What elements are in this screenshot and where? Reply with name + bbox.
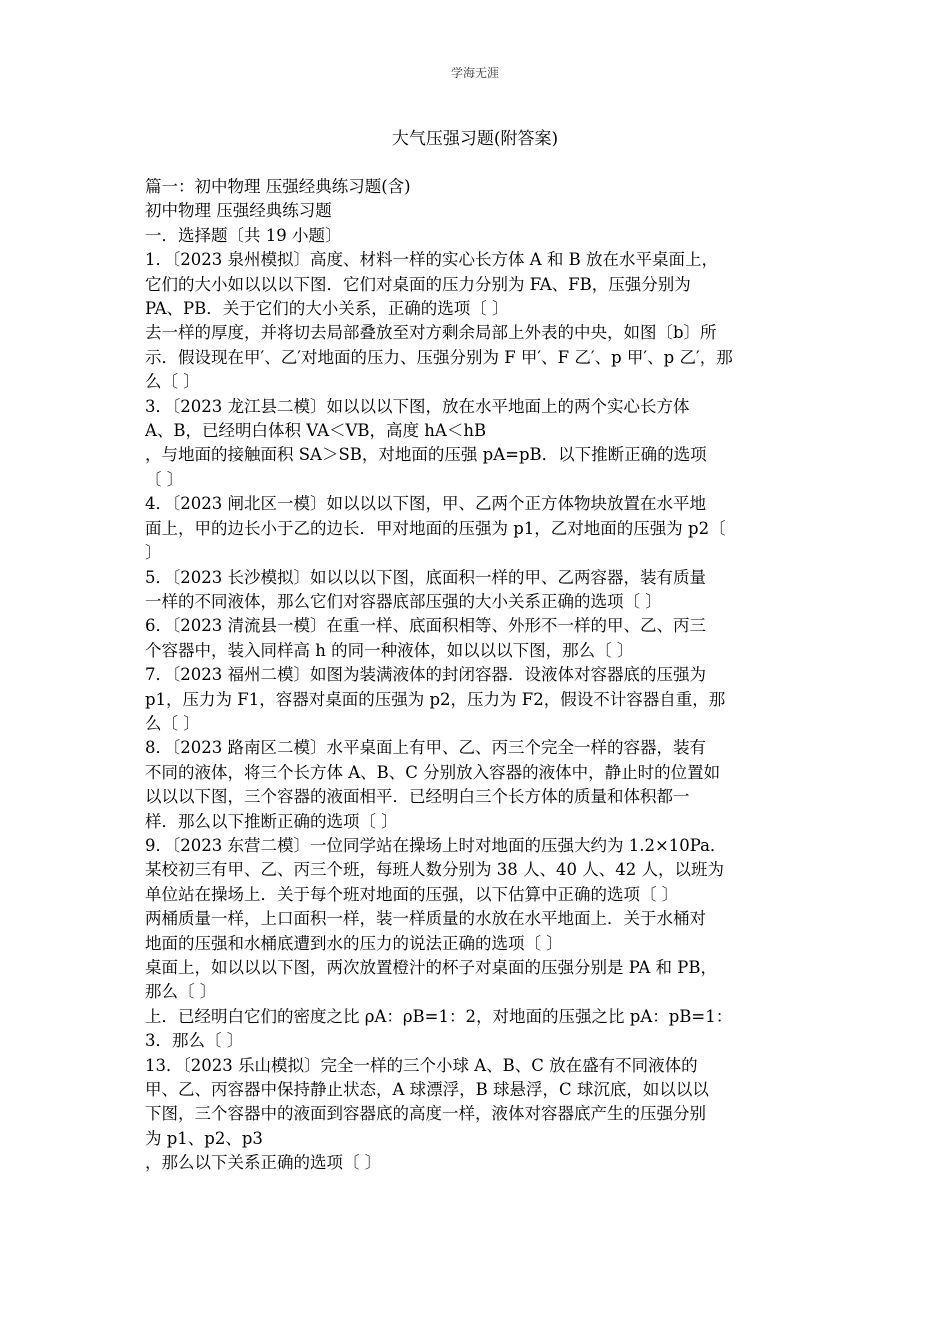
- text-line: 8．〔2023 路南区二模〕水平桌面上有甲、乙、丙三个完全一样的容器，装有: [145, 738, 706, 758]
- text-line: 篇一：初中物理 压强经典练习题(含): [145, 177, 411, 196]
- text-line: 示．假设现在甲′、乙′对地面的压力、压强分别为 F 甲′、F 乙′、p 甲′、p 乙′，那: [145, 347, 733, 367]
- text-line: 一．选择题〔共 19 小题〕: [145, 225, 342, 245]
- text-line: 以以以下图，三个容器的液面相平．已经明白三个长方体的质量和体积都一: [145, 787, 690, 807]
- text-line: 它们的大小如以以以下图．它们对桌面的压力分别为 FA、FB，压强分别为: [145, 274, 691, 294]
- text-line: 么〔 〕: [145, 713, 200, 733]
- text-line: 某校初三有甲、乙、丙三个班，每班人数分别为 38 人、40 人、42 人，以班为: [145, 860, 724, 880]
- text-line: 6．〔2023 清流县一模〕在重一样、底面积相等、外形不一样的甲、乙、丙三: [145, 616, 706, 636]
- text-line: ，与地面的接触面积 SA＞SB，对地面的压强 pA=pB．以下推断正确的选项: [145, 445, 707, 465]
- page-header: 学海无涯: [450, 66, 499, 80]
- text-line: 初中物理 压强经典练习题: [145, 201, 332, 221]
- text-line: 样．那么以下推断正确的选项〔 〕: [145, 811, 398, 831]
- text-line: 单位站在操场上．关于每个班对地面的压强，以下估算中正确的选项〔 〕: [145, 884, 679, 904]
- text-line: 1．〔2023 泉州模拟〕高度、材料一样的实心长方体 A 和 B 放在水平桌面上，: [145, 250, 719, 270]
- text-line: 么〔 〕: [145, 372, 200, 392]
- text-line: p1，压力为 F1，容器对桌面的压强为 p2，压力为 F2，假设不计容器自重，那: [145, 689, 726, 709]
- document-title: 大气压强习题(附答案): [391, 129, 559, 149]
- text-line: PA、PB．关于它们的大小关系，正确的选项〔 〕: [145, 299, 509, 319]
- text-line: ，那么以下关系正确的选项〔 〕: [145, 1153, 382, 1173]
- text-line: 甲、乙、丙容器中保持静止状态，A 球漂浮，B 球悬浮，C 球沉底，如以以以: [145, 1080, 709, 1100]
- text-line: 下图，三个容器中的液面到容器底的高度一样，液体对容器底产生的压强分别: [145, 1104, 706, 1124]
- text-line: 7．〔2023 福州二模〕如图为装满液体的封闭容器．设液体对容器底的压强为: [145, 665, 706, 685]
- text-line: 4．〔2023 闸北区一模〕如以以以下图，甲、乙两个正方体物块放置在水平地: [145, 494, 706, 514]
- text-line: 个容器中，装入同样高 h 的同一种液体，如以以以下图，那么〔 〕: [145, 640, 634, 660]
- text-line: 地面的压强和水桶底遭到水的压力的说法正确的选项〔 〕: [145, 933, 563, 953]
- text-line: 3．〔2023 龙江县二模〕如以以以下图，放在水平地面上的两个实心长方体: [145, 396, 690, 416]
- text-line: 去一样的厚度，并将切去局部叠放至对方剩余局部上外表的中央，如图〔b〕所: [145, 323, 717, 343]
- document-body: [145, 175, 810, 1176]
- text-line: A、B，已经明白体积 VA＜VB，高度 hA＜hB: [145, 421, 487, 441]
- text-line: 两桶质量一样，上口面积一样，装一样质量的水放在水平地面上．关于水桶对: [145, 909, 706, 929]
- text-line: 3．那么〔 〕: [145, 1031, 244, 1051]
- text-line: 面上，甲的边长小于乙的边长．甲对地面的压强为 p1，乙对地面的压强为 p2〔: [145, 518, 726, 538]
- text-line: 9．〔2023 东营二模〕一位同学站在操场上时对地面的压强大约为 1.2×10Pa．: [145, 835, 727, 855]
- text-line: 上．已经明白它们的密度之比 ρA：ρB=1：2，对地面的压强之比 pA：pB=1：: [145, 1006, 733, 1026]
- text-line: 一样的不同液体，那么它们对容器底部压强的大小关系正确的选项〔 〕: [145, 591, 662, 611]
- text-line: 不同的液体，将三个长方体 A、B、C 分别放入容器的液体中，静止时的位置如: [145, 762, 721, 782]
- text-line: 〔 〕: [145, 469, 184, 489]
- text-line: 13．〔2023 乐山模拟〕完全一样的三个小球 A、B、C 放在盛有不同液体的: [145, 1055, 698, 1075]
- text-line: 为 p1、p2、p3: [145, 1128, 263, 1148]
- text-line: 〕: [145, 543, 162, 563]
- text-line: 那么〔 〕: [145, 982, 217, 1002]
- text-line: 5．〔2023 长沙模拟〕如以以以下图，底面积一样的甲、乙两容器，装有质量: [145, 567, 706, 587]
- text-line: 桌面上，如以以以下图，两次放置橙汁的杯子对桌面的压强分别是 PA 和 PB，: [145, 958, 717, 977]
